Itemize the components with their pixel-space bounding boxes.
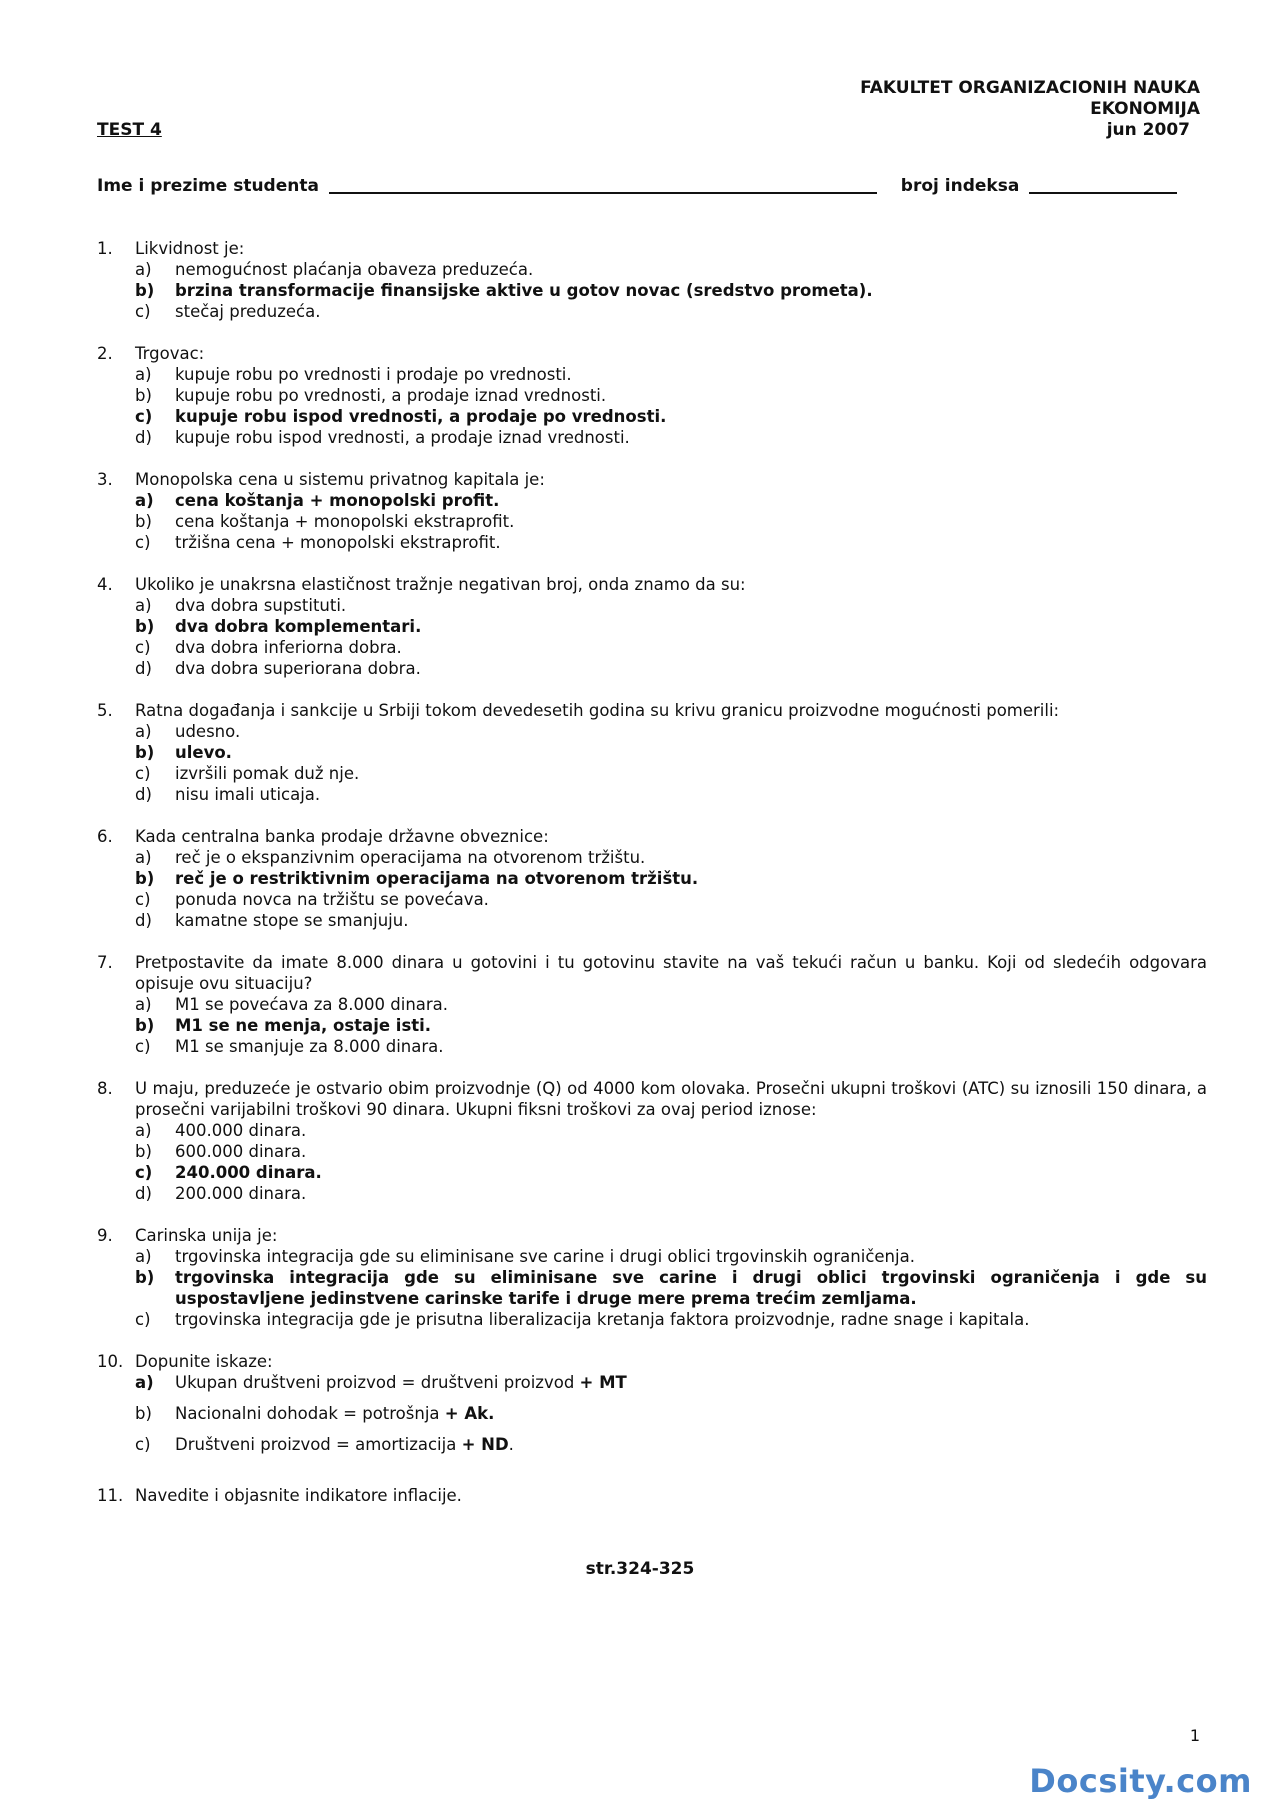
question-2: [97, 343, 1207, 448]
answer-option-b-correct: [135, 1267, 1207, 1309]
option-letter: c): [135, 533, 151, 552]
statement-text: Društveni proizvod = amortizacija: [175, 1435, 457, 1454]
index-number-blank[interactable]: [1029, 176, 1177, 194]
question-number: 6.: [97, 827, 113, 846]
option-letter: d): [135, 428, 152, 447]
question-text: Navedite i objasnite indikatore inflacije.: [135, 1486, 462, 1505]
answer-option-c: [135, 532, 1207, 553]
option-letter: a): [135, 1247, 152, 1266]
index-number-label: broj indeksa: [900, 176, 1020, 196]
statement-text: Nacionalni dohodak = potrošnja: [175, 1404, 440, 1423]
option-letter: b): [135, 743, 155, 762]
faculty-name: FAKULTET ORGANIZACIONIH NAUKA: [860, 78, 1200, 98]
option-text: tržišna cena + monopolski ekstraprofit.: [175, 533, 501, 552]
answer-option-b-correct: [135, 280, 1207, 301]
question-number: 10.: [97, 1352, 124, 1371]
answer-option-d: [135, 1183, 1207, 1204]
question-text: Carinska unija je:: [135, 1226, 278, 1245]
question-text: Ukoliko je unakrsna elastičnost tražnje negativan broj, onda znamo da su:: [135, 575, 746, 594]
option-letter: d): [135, 1184, 152, 1203]
answer-statement-b: [135, 1403, 1207, 1424]
page-number: 1: [1189, 1726, 1200, 1745]
question-list: [97, 238, 1207, 1527]
question-11: [97, 1485, 1207, 1506]
answer-option-a: [135, 721, 1207, 742]
question-text: Monopolska cena u sistemu privatnog kapitala je:: [135, 470, 545, 489]
question-5: [97, 700, 1207, 805]
question-9: [97, 1225, 1207, 1330]
answer-option-c: [135, 637, 1207, 658]
question-text: Trgovac:: [135, 344, 205, 363]
option-text: trgovinska integracija gde su eliminisane sve carine i drugi oblici trgovinskih ograničenja.: [175, 1247, 915, 1266]
option-letter: a): [135, 491, 154, 510]
question-number: 11.: [97, 1486, 124, 1505]
option-text: 240.000 dinara.: [175, 1163, 322, 1182]
option-text: nisu imali uticaja.: [175, 785, 321, 804]
answer-option-b-correct: [135, 616, 1207, 637]
answer-option-b: [135, 1141, 1207, 1162]
option-text: stečaj preduzeća.: [175, 302, 321, 321]
answer-option-b-correct: [135, 1015, 1207, 1036]
option-text: dva dobra supstituti.: [175, 596, 347, 615]
answer-option-a: [135, 364, 1207, 385]
option-letter: b): [135, 1268, 155, 1287]
option-letter: a): [135, 722, 152, 741]
option-text: udesno.: [175, 722, 241, 741]
question-text: Kada centralna banka prodaje državne obveznice:: [135, 827, 549, 846]
option-letter: c): [135, 407, 153, 426]
option-letter: b): [135, 1142, 152, 1161]
student-name-blank[interactable]: [329, 176, 877, 194]
option-letter: c): [135, 890, 151, 909]
option-text: 600.000 dinara.: [175, 1142, 307, 1161]
question-number: 9.: [97, 1226, 113, 1245]
subject-name: EKONOMIJA: [1090, 99, 1200, 119]
option-letter: a): [135, 995, 152, 1014]
question-4: [97, 574, 1207, 679]
option-text: M1 se povećava za 8.000 dinara.: [175, 995, 449, 1014]
option-text: kupuje robu ispod vrednosti, a prodaje po vrednosti.: [175, 407, 667, 426]
option-letter: b): [135, 617, 155, 636]
option-text: cena koštanja + monopolski profit.: [175, 491, 500, 510]
option-letter: a): [135, 260, 152, 279]
option-letter: d): [135, 785, 152, 804]
option-text: dva dobra inferiorna dobra.: [175, 638, 402, 657]
question-text: Dopunite iskaze:: [135, 1352, 273, 1371]
option-letter: c): [135, 1163, 153, 1182]
test-title: TEST 4: [97, 120, 162, 140]
question-1: [97, 238, 1207, 322]
option-letter: b): [135, 869, 155, 888]
statement-suffix: .: [508, 1435, 514, 1454]
question-number: 8.: [97, 1079, 113, 1098]
option-text: reč je o ekspanzivnim operacijama na otvorenom tržištu.: [175, 848, 646, 867]
option-text: ulevo.: [175, 743, 232, 762]
statement-answer: + MT: [579, 1373, 627, 1392]
option-letter: a): [135, 848, 152, 867]
option-letter: c): [135, 638, 151, 657]
student-info-line: [97, 176, 1181, 196]
answer-option-a: [135, 1120, 1207, 1141]
option-text: kupuje robu ispod vrednosti, a prodaje iznad vrednosti.: [175, 428, 630, 447]
statement-answer: + Ak.: [444, 1404, 495, 1423]
question-number: 3.: [97, 470, 113, 489]
question-text: Likvidnost je:: [135, 239, 245, 258]
question-8: [97, 1078, 1207, 1204]
page-reference: str.324-325: [585, 1559, 695, 1579]
answer-option-c: [135, 1309, 1207, 1330]
answer-option-c: [135, 889, 1207, 910]
exam-date: jun 2007: [1106, 120, 1190, 140]
answer-option-c-correct: [135, 1162, 1207, 1183]
option-letter: a): [135, 1373, 154, 1392]
option-letter: d): [135, 911, 152, 930]
option-text: 400.000 dinara.: [175, 1121, 307, 1140]
option-text: trgovinska integracija gde je prisutna liberalizacija kretanja faktora proizvodnje, radne snage i kapitala.: [175, 1310, 1030, 1329]
question-number: 1.: [97, 239, 113, 258]
answer-option-c-correct: [135, 406, 1207, 427]
option-letter: a): [135, 365, 152, 384]
question-text: Ratna događanja i sankcije u Srbiji tokom devedesetih godina su krivu granicu proizvodne mogućnosti pomerili:: [135, 701, 1060, 720]
answer-option-b-correct: [135, 868, 1207, 889]
option-letter: c): [135, 302, 151, 321]
option-text: dva dobra superiorana dobra.: [175, 659, 421, 678]
answer-option-d: [135, 658, 1207, 679]
answer-statement-c: [135, 1434, 1207, 1455]
answer-option-a: [135, 595, 1207, 616]
option-letter: b): [135, 386, 152, 405]
answer-option-a-correct: [135, 490, 1207, 511]
answer-option-b: [135, 511, 1207, 532]
question-number: 4.: [97, 575, 113, 594]
answer-statement-a: [135, 1372, 1207, 1393]
option-text: kupuje robu po vrednosti i prodaje po vrednosti.: [175, 365, 572, 384]
option-text: kamatne stope se smanjuju.: [175, 911, 409, 930]
answer-option-c: [135, 301, 1207, 322]
option-letter: c): [135, 1310, 151, 1329]
question-10: [97, 1351, 1207, 1455]
question-6: [97, 826, 1207, 931]
answer-option-d: [135, 427, 1207, 448]
answer-option-b: [135, 385, 1207, 406]
answer-option-c: [135, 1036, 1207, 1057]
option-letter: b): [135, 281, 155, 300]
option-text: nemogućnost plaćanja obaveza preduzeća.: [175, 260, 534, 279]
student-name-label: Ime i prezime studenta: [97, 176, 319, 196]
option-letter: a): [135, 1121, 152, 1140]
option-text: 200.000 dinara.: [175, 1184, 307, 1203]
docsity-watermark[interactable]: Docsity.com: [1029, 1762, 1252, 1800]
document-header: [860, 78, 1200, 141]
question-number: 5.: [97, 701, 113, 720]
answer-option-a: [135, 259, 1207, 280]
option-text: dva dobra komplementari.: [175, 617, 422, 636]
answer-option-a: [135, 994, 1207, 1015]
option-text: cena koštanja + monopolski ekstraprofit.: [175, 512, 515, 531]
option-text: M1 se smanjuje za 8.000 dinara.: [175, 1037, 444, 1056]
statement-answer: + ND: [461, 1435, 509, 1454]
option-letter: b): [135, 1016, 155, 1035]
statement-text: Ukupan društveni proizvod = društveni proizvod: [175, 1373, 575, 1392]
option-letter: b): [135, 512, 152, 531]
option-text: reč je o restriktivnim operacijama na otvorenom tržištu.: [175, 869, 699, 888]
question-number: 2.: [97, 344, 113, 363]
option-letter: d): [135, 659, 152, 678]
answer-option-c: [135, 763, 1207, 784]
answer-option-a: [135, 1246, 1207, 1267]
option-letter: b): [135, 1404, 152, 1423]
answer-option-d: [135, 910, 1207, 931]
question-3: [97, 469, 1207, 553]
question-number: 7.: [97, 953, 113, 972]
answer-option-a: [135, 847, 1207, 868]
option-text: brzina transformacije finansijske aktive u gotov novac (sredstvo prometa).: [175, 281, 873, 300]
question-text: Pretpostavite da imate 8.000 dinara u gotovini i tu gotovinu stavite na vaš tekući račun u banku. Koji od sledećih odgovara opisuje ovu situaciju?: [135, 953, 1207, 993]
option-text: ponuda novca na tržištu se povećava.: [175, 890, 489, 909]
question-7: [97, 952, 1207, 1057]
answer-option-b-correct: [135, 742, 1207, 763]
option-text: izvršili pomak duž nje.: [175, 764, 360, 783]
question-text: U maju, preduzeće je ostvario obim proizvodnje (Q) od 4000 kom olovaka. Prosečni ukupni troškovi (ATC) su iznosili 150 dinara, a prosečni varijabilni troškovi 90 dinara. Ukupni fiksni troškovi za ovaj period iznose:: [135, 1079, 1207, 1119]
option-text: M1 se ne menja, ostaje isti.: [175, 1016, 432, 1035]
option-letter: c): [135, 764, 151, 783]
option-letter: c): [135, 1037, 151, 1056]
option-text: trgovinska integracija gde su eliminisane sve carine i drugi oblici trgovinski ograničenja i gde su uspostavljene jedinstvene carinske tarife i druge mere prema trećim zemljama.: [175, 1268, 1207, 1308]
option-text: kupuje robu po vrednosti, a prodaje iznad vrednosti.: [175, 386, 607, 405]
answer-option-d: [135, 784, 1207, 805]
option-letter: a): [135, 596, 152, 615]
option-letter: c): [135, 1435, 151, 1454]
